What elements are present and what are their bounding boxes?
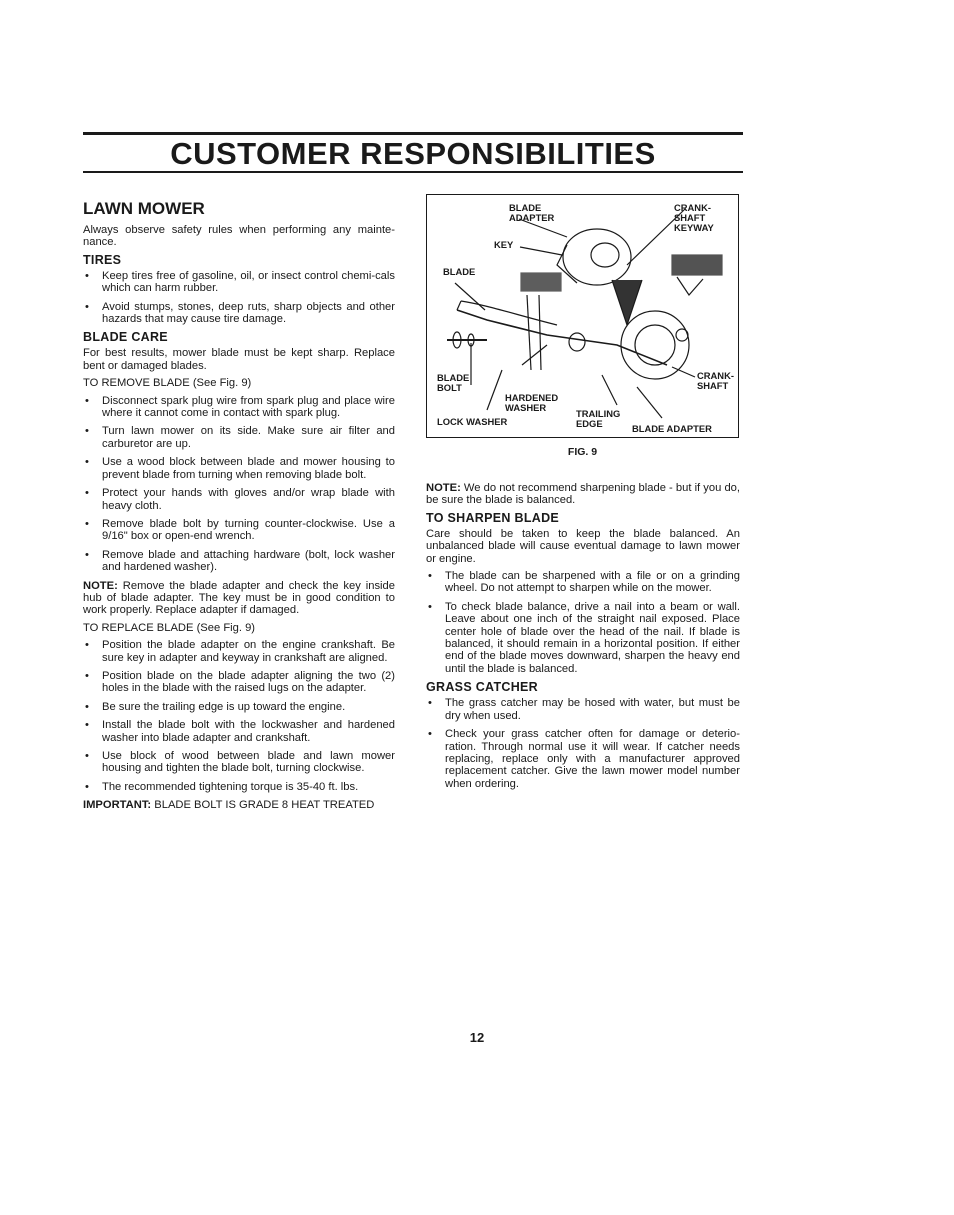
remove-step-4: • Protect your hands with gloves and/or wrap blade with heavy cloth. [83,487,395,512]
sharpening-note-text: We do not recommend sharpening blade - but if you do, be sure the blade is balanced. [426,482,740,507]
blade-adapter-hub-shape [563,229,631,285]
sharpen-blade-intro: Care should be taken to keep the blade balanced. An unbalanced blade will cause eventual damage to lawn mower or engine. [426,527,740,565]
remove-step-1: • Disconnect spark plug wire from spark plug and place wire where it cannot come in contact with spark plug. [83,395,395,420]
remove-blade-label: TO REMOVE BLADE (See Fig. 9) [83,377,252,390]
replace-step-6: • The recommended tightening torque is 35-40 ft. lbs. [83,781,395,793]
sharpen-item-2: • To check blade balance, drive a nail into a beam or wall. Leave about one inch of the straight nail exposed. Place center hole of blade over the head of the nail. If blade is balanced, it should remain in a horizontal position. If either end of the blade moves downward, sharpen the heavy end until the blade is balanced. [426,601,740,675]
grass-catcher-item-1: • The grass catcher may be hosed with water, but must be dry when used. [426,697,740,722]
replace-step-3: • Be sure the trailing edge is up toward the engine. [83,701,395,713]
title-underline [83,171,743,173]
grass-catcher-item-2: • Check your grass catcher often for damage or deterio-ration. Through normal use it will wear. If catcher needs replacing, replace only with a manufacturer approved replacement catcher. Give the lawn mower model number when ordering. [426,728,740,790]
label-blade-adapter-top: BLADE ADAPTER [509,202,555,223]
right-column [426,482,740,796]
label-key: KEY [494,239,514,250]
blade-care-intro: For best results, mower blade must be kept sharp. Replace bent or damaged blades. [83,347,395,372]
label-hardened-washer: HARDENED WASHER [505,392,559,413]
blade-care-heading: BLADE CARE [83,330,168,345]
remove-blade-list [83,395,395,574]
left-column [83,200,395,817]
remove-step-6: • Remove blade and attaching hardware (bolt, lock washer and hardened washer). [83,549,395,574]
top-rule [83,132,743,135]
sharpening-note-label: NOTE: [426,482,461,494]
replace-blade-list [83,639,395,793]
replace-step-4: • Install the blade bolt with the lockwasher and hardened washer into blade adapter and crankshaft. [83,719,395,744]
tires-item-1: • Keep tires free of gasoline, oil, or insect control chemi-cals which can harm rubber. [83,270,395,295]
remove-step-5: • Remove blade bolt by turning counter-clockwise. Use a 9/16" box or open-end wrench. [83,518,395,543]
label-trailing-edge: TRAILING EDGE [576,408,621,429]
label-crankshaft: CRANK- SHAFT [697,370,734,391]
remove-step-2: • Turn lawn mower on its side. Make sure air filter and carburetor are up. [83,425,395,450]
page-title: CUSTOMER RESPONSIBILITIES [170,136,656,171]
grass-catcher-list [426,697,740,790]
figure-caption: FIG. 9 [567,446,598,458]
section-title-lawn-mower: LAWN MOWER [83,199,205,218]
tires-item-2: • Avoid stumps, stones, deep ruts, sharp objects and other hazards that may cause tire damage. [83,301,395,326]
important-text: BLADE BOLT IS GRADE 8 HEAT TREATED [151,799,375,812]
label-lock-washer: LOCK WASHER [437,416,508,427]
replace-step-5: • Use block of wood between blade and lawn mower housing and tighten the blade bolt, turning clockwise. [83,750,395,775]
important-label: IMPORTANT: [83,799,152,812]
fig-9-diagram [426,194,739,438]
important-note [83,799,395,811]
replace-step-1: • Position the blade adapter on the engine crankshaft. Be sure key in adapter and keyway in crankshaft are aligned. [83,639,395,664]
page-number: 12 [469,1030,485,1045]
sharpening-note [426,482,740,507]
label-blade-adapter-bottom: BLADE ADAPTER [632,423,712,434]
label-blade-bolt: BLADE BOLT [437,372,470,393]
adapter-note-label: NOTE: [83,579,118,592]
grass-catcher-heading: GRASS CATCHER [426,680,539,695]
tires-list [83,270,395,326]
sharpen-item-1: • The blade can be sharpened with a file or on a grinding wheel. Do not attempt to sharpen while on the mower. [426,570,740,595]
adapter-note [83,580,395,617]
sharpen-blade-heading: TO SHARPEN BLADE [426,510,560,525]
sharpen-blade-list [426,570,740,675]
label-crankshaft-keyway: CRANK- SHAFT KEYWAY [674,202,714,233]
label-blade: BLADE [443,266,476,277]
tires-heading: TIRES [83,252,122,267]
replace-step-2: • Position blade on the blade adapter aligning the two (2) holes in the blade with the raised lugs on the adapter. [83,670,395,695]
lawn-mower-intro: Always observe safety rules when performing any mainte-nance. [83,224,395,249]
adapter-note-text: Remove the blade adapter and check the key inside hub of blade adapter. The key must be in good condition to work properly. Replace adapter if damaged. [83,579,395,617]
replace-blade-label: TO REPLACE BLADE (See Fig. 9) [83,621,256,634]
remove-step-3: • Use a wood block between blade and mower housing to prevent blade from turning when removing blade bolt. [83,456,395,481]
